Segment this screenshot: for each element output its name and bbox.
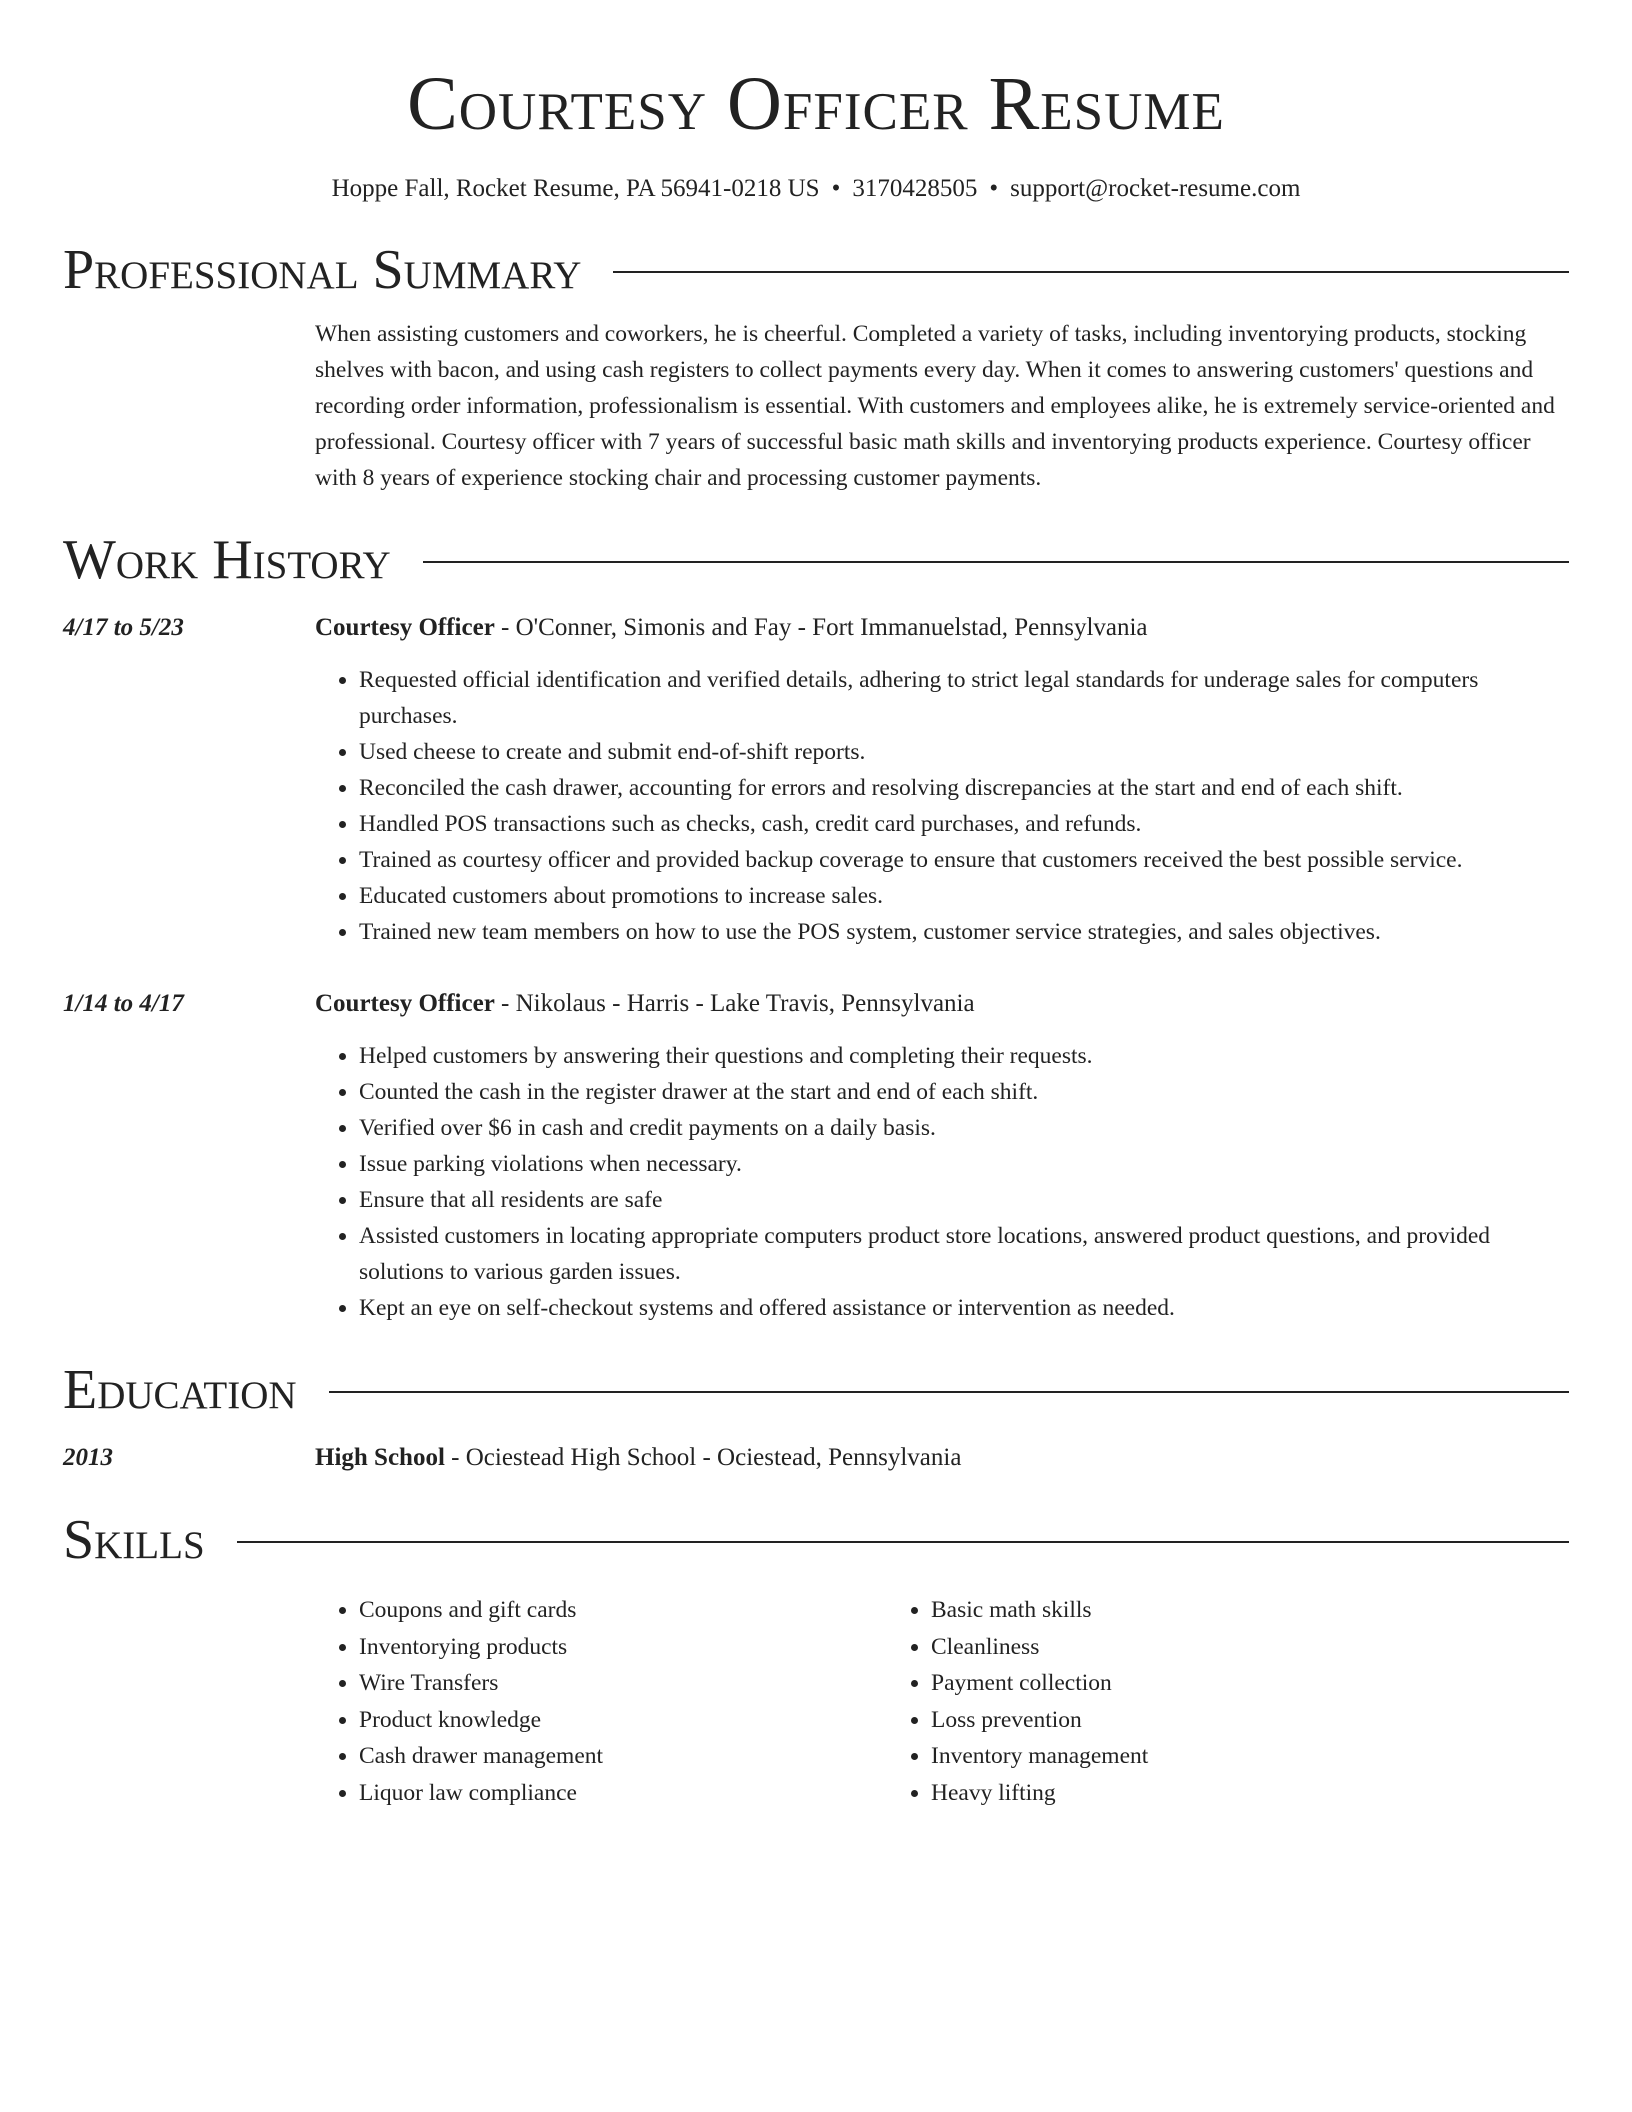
summary-section-title: Professional Summary [63,239,582,301]
job-entry [63,610,1569,950]
list-item: • Helped customers by answering their questions and completing their requests. [359,1038,1569,1074]
contact-phone: 3170428505 [852,175,978,202]
list-item: • Reconciled the cash drawer, accounting for errors and resolving discrepancies at the start and end of each shift. [359,770,1569,806]
job-bullets [315,662,1569,950]
section-divider [613,271,1569,273]
list-item: • Trained new team members on how to use the POS system, customer service strategies, and sales objectives. [359,914,1569,950]
skills-section-header [63,1506,1569,1574]
list-item: • Used cheese to create and submit end-of-shift reports. [359,734,1569,770]
skill-item: • Wire Transfers [359,1665,887,1702]
contact-line [63,172,1569,206]
summary-text: When assisting customers and coworkers, he is cheerful. Completed a variety of tasks, including inventorying products, stocking shelves with bacon, and using cash registers to collect payments every day. When it comes to answering customers' questions and recording order information, professionalism is essential. With customers and employees alike, he is extremely service-oriented and professional. Courtesy officer with 7 years of successful basic math skills and inventorying products experience. Courtesy officer with 8 years of experience stocking chair and processing customer payments. [315,321,1555,491]
contact-separator: • [989,175,999,202]
contact-address: Hoppe Fall, Rocket Resume, PA 56941-0218 US [331,175,820,202]
skills-row [63,1574,1569,1811]
job-bullets [315,1038,1569,1326]
contact-separator: • [831,175,841,202]
job-position: Courtesy Officer [315,990,495,1017]
job-entry [63,986,1569,1326]
education-entry [63,1440,1569,1476]
skills-list-left [315,1592,887,1811]
education-school-location: - Ociestead High School - Ociestead, Pennsylvania [444,1444,962,1471]
education-degree: High School [315,1444,445,1471]
summary-left-spacer [63,304,315,496]
section-divider [329,1391,1569,1393]
education-heading [315,1440,1569,1476]
summary-row [63,304,1569,496]
list-item: • Kept an eye on self-checkout systems and offered assistance or intervention as needed. [359,1290,1569,1326]
job-position: Courtesy Officer [315,614,495,641]
section-divider [423,561,1569,563]
job-heading [315,986,1569,1022]
list-item: • Ensure that all residents are safe [359,1182,1569,1218]
job-heading [315,610,1569,646]
skill-item: • Heavy lifting [931,1775,1459,1812]
section-divider [237,1541,1569,1543]
skills-section-title: Skills [63,1509,205,1571]
list-item: • Assisted customers in locating appropriate computers product store locations, answered product questions, and provided solutions to various garden issues. [359,1218,1569,1290]
skill-item: • Product knowledge [359,1702,887,1739]
job-dates: 4/17 to 5/23 [63,614,184,641]
skill-item: • Loss prevention [931,1702,1459,1739]
list-item: • Counted the cash in the register drawer at the start and end of each shift. [359,1074,1569,1110]
list-item: • Trained as courtesy officer and provided backup coverage to ensure that customers received the best possible service. [359,842,1569,878]
skills-left-spacer [63,1574,315,1811]
education-section-header [63,1356,1569,1424]
skills-grid [315,1592,1569,1811]
resume-title: Courtesy Officer Resume [407,62,1225,146]
skill-item: • Payment collection [931,1665,1459,1702]
education-section-title: Education [63,1359,297,1421]
job-employer-location: - O'Conner, Simonis and Fay - Fort Immanuelstad, Pennsylvania [494,614,1148,641]
work-section-title: Work History [63,529,391,591]
skills-list-right [887,1592,1459,1811]
list-item: • Educated customers about promotions to increase sales. [359,878,1569,914]
education-year: 2013 [63,1444,113,1471]
list-item: • Issue parking violations when necessary. [359,1146,1569,1182]
list-item: • Verified over $6 in cash and credit payments on a daily basis. [359,1110,1569,1146]
work-section-header [63,526,1569,594]
list-item: • Handled POS transactions such as checks, cash, credit card purchases, and refunds. [359,806,1569,842]
contact-email: support@rocket-resume.com [1010,175,1301,202]
skill-item: • Cash drawer management [359,1738,887,1775]
skill-item: • Basic math skills [931,1592,1459,1629]
job-employer-location: - Nikolaus - Harris - Lake Travis, Pennsylvania [494,990,975,1017]
skill-item: • Inventorying products [359,1629,887,1666]
skill-item: • Coupons and gift cards [359,1592,887,1629]
list-item: • Requested official identification and verified details, adhering to strict legal standards for underage sales for computers purchases. [359,662,1569,734]
skill-item: • Liquor law compliance [359,1775,887,1812]
skill-item: • Cleanliness [931,1629,1459,1666]
job-dates: 1/14 to 4/17 [63,990,184,1017]
skill-item: • Inventory management [931,1738,1459,1775]
summary-section-header [63,236,1569,304]
